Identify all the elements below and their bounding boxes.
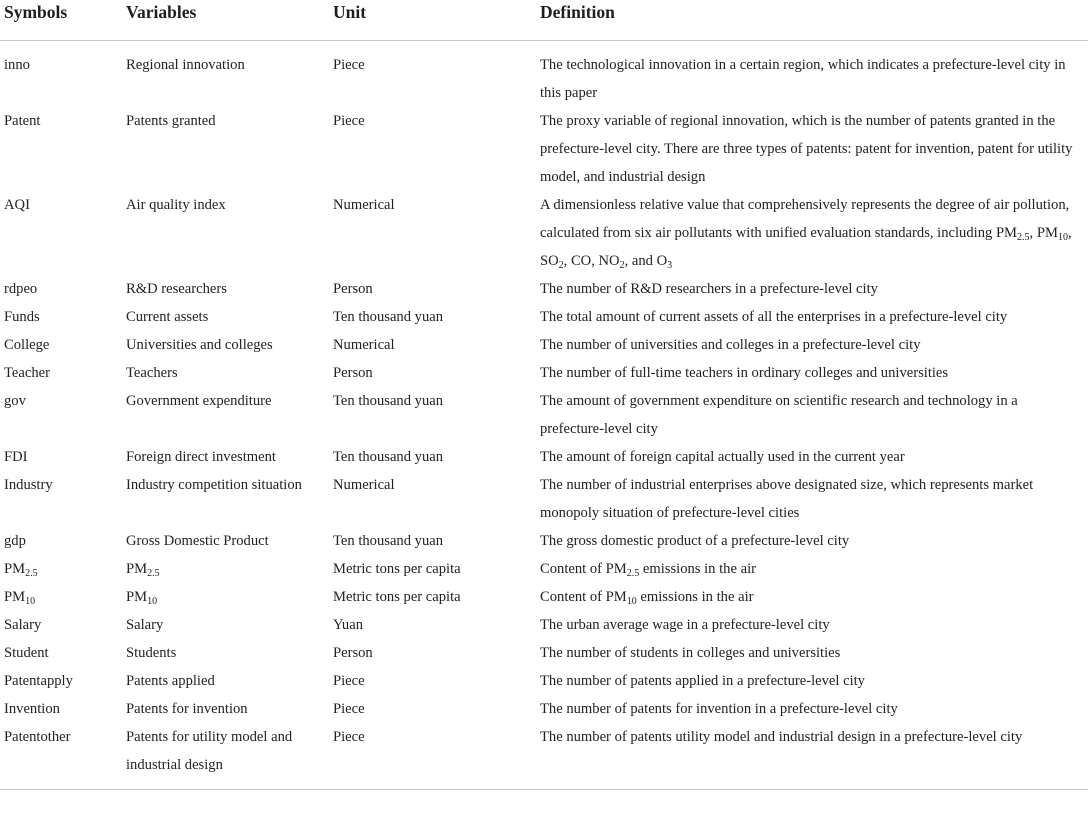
variable-cell: Students xyxy=(126,645,177,661)
variable-cell: $PM_{2.5}$ xyxy=(126,561,160,579)
symbol-cell: Patentapply xyxy=(4,673,73,689)
table-row xyxy=(0,667,1088,695)
variable-cell: Patents for invention xyxy=(126,701,248,717)
variable-cell: Salary xyxy=(126,617,164,633)
table-row xyxy=(0,611,1088,639)
variable-cell: Air quality index xyxy=(126,197,226,213)
table-row xyxy=(0,331,1088,359)
variable-cell: Current assets xyxy=(126,309,209,325)
symbol-cell: $PM_{2.5}$ xyxy=(4,561,38,579)
definition-cell: The number of R&D researchers in a prefecture-level city xyxy=(540,281,878,297)
unit-cell: Person xyxy=(333,365,373,381)
unit-cell: Person xyxy=(333,645,373,661)
symbol-cell: Industry xyxy=(4,477,53,493)
definition-cell: The number of patents utility model and industrial design in a prefecture-level city xyxy=(536,723,1088,790)
unit-cell: Yuan xyxy=(333,617,363,633)
symbol-cell: Teacher xyxy=(4,365,50,381)
variable-cell: Teachers xyxy=(126,365,178,381)
definition-cell: The amount of foreign capital actually used in the current year xyxy=(540,449,905,465)
unit-cell: Ten thousand yuan xyxy=(333,449,444,465)
symbol-cell: College xyxy=(4,337,50,353)
definition-cell: The number of universities and colleges in a prefecture-level city xyxy=(540,337,921,353)
definition-cell: The number of patents applied in a prefecture-level city xyxy=(540,673,865,689)
header-row xyxy=(0,0,1088,41)
unit-cell: Person xyxy=(333,281,373,297)
definition-cell: The number of industrial enterprises above designated size, which represents market monopoly situation of prefecture-level cities xyxy=(540,477,1034,521)
variable-cell: Gross Domestic Product xyxy=(126,533,269,549)
variable-cell: R&D researchers xyxy=(126,281,227,297)
definition-cell: The gross domestic product of a prefecture-level city xyxy=(540,533,850,549)
table-row xyxy=(0,639,1088,667)
table-body xyxy=(0,41,1088,790)
unit-cell: Ten thousand yuan xyxy=(333,393,444,409)
symbol-cell: $PM_{10}$ xyxy=(4,589,36,607)
unit-cell: Numerical xyxy=(333,477,395,493)
variable-cell: Patents applied xyxy=(126,673,215,689)
definition-cell: The urban average wage in a prefecture-level city xyxy=(540,617,830,633)
table-row xyxy=(0,359,1088,387)
table-row xyxy=(0,107,1088,191)
definition-cell: The number of patents for invention in a prefecture-level city xyxy=(540,701,898,717)
header-definition: Definition xyxy=(536,0,1088,41)
table-row xyxy=(0,555,1088,583)
symbol-cell: Patentother xyxy=(0,723,122,790)
unit-cell: Piece xyxy=(333,113,365,129)
table-row xyxy=(0,695,1088,723)
header-symbols: Symbols xyxy=(0,0,122,41)
unit-cell: Piece xyxy=(329,723,536,790)
table-row xyxy=(0,275,1088,303)
table-row xyxy=(0,471,1088,527)
variable-cell: Universities and colleges xyxy=(126,337,273,353)
unit-cell: Piece xyxy=(333,701,365,717)
unit-cell: Numerical xyxy=(333,197,395,213)
unit-cell: Piece xyxy=(333,673,365,689)
table-row xyxy=(0,303,1088,331)
symbol-cell: Invention xyxy=(4,701,60,717)
variable-cell: Government expenditure xyxy=(126,393,272,409)
header-variables: Variables xyxy=(122,0,329,41)
definition-cell: Content of $PM_{2.5}$ emissions in the air xyxy=(540,561,757,579)
definition-cell: Content of $PM_{10}$ emissions in the air xyxy=(540,589,754,607)
unit-cell: Numerical xyxy=(333,337,395,353)
symbol-cell: FDI xyxy=(4,449,28,465)
symbol-cell: Funds xyxy=(4,309,40,325)
table-row xyxy=(0,387,1088,443)
variable-cell: Regional innovation xyxy=(126,57,245,73)
definition-cell: The amount of government expenditure on scientific research and technology in a prefecture-level city xyxy=(540,393,1018,437)
symbol-cell: inno xyxy=(4,57,30,73)
table-row xyxy=(0,583,1088,611)
symbol-cell: AQI xyxy=(4,197,30,213)
table-row xyxy=(0,723,1088,790)
definition-cell: The number of students in colleges and universities xyxy=(540,645,841,661)
table-row xyxy=(0,527,1088,555)
definition-cell: The proxy variable of regional innovation, which is the number of patents granted in the prefecture-level city. There are three types of patents: patent for invention, patent for utility model, and industrial design xyxy=(540,113,1073,185)
unit-cell: Ten thousand yuan xyxy=(333,533,444,549)
unit-cell: Ten thousand yuan xyxy=(333,309,444,325)
unit-cell: Metric tons per capita xyxy=(333,561,461,577)
table-row xyxy=(0,191,1088,275)
variable-cell: Patents granted xyxy=(126,113,216,129)
variable-cell: Patents for utility model and industrial design xyxy=(122,723,329,790)
symbol-cell: Patent xyxy=(4,113,41,129)
table-row xyxy=(0,443,1088,471)
unit-cell: Piece xyxy=(333,57,365,73)
table-row xyxy=(0,41,1088,108)
symbol-cell: rdpeo xyxy=(4,281,38,297)
symbol-cell: gov xyxy=(4,393,26,409)
unit-cell: Metric tons per capita xyxy=(333,589,461,605)
variable-cell: $PM_{10}$ xyxy=(126,589,158,607)
definition-cell: A dimensionless relative value that comprehensively represents the degree of air pollution, calculated from six air pollutants with unified evaluation standards, including $PM_{2.5}$, $PM_{10}$, $SO_2$, CO, $NO_2$, and $O_3$ xyxy=(540,197,1072,271)
definition-cell: The number of full-time teachers in ordinary colleges and universities xyxy=(540,365,949,381)
definition-cell: The total amount of current assets of all the enterprises in a prefecture-level city xyxy=(540,309,1008,325)
variable-cell: Industry competition situation xyxy=(126,477,302,493)
definition-cell: The technological innovation in a certain region, which indicates a prefecture-level city in this paper xyxy=(540,57,1066,101)
symbol-cell: Salary xyxy=(4,617,42,633)
symbol-cell: Student xyxy=(4,645,49,661)
header-unit: Unit xyxy=(329,0,536,41)
symbol-cell: gdp xyxy=(4,533,26,549)
variable-cell: Foreign direct investment xyxy=(126,449,276,465)
